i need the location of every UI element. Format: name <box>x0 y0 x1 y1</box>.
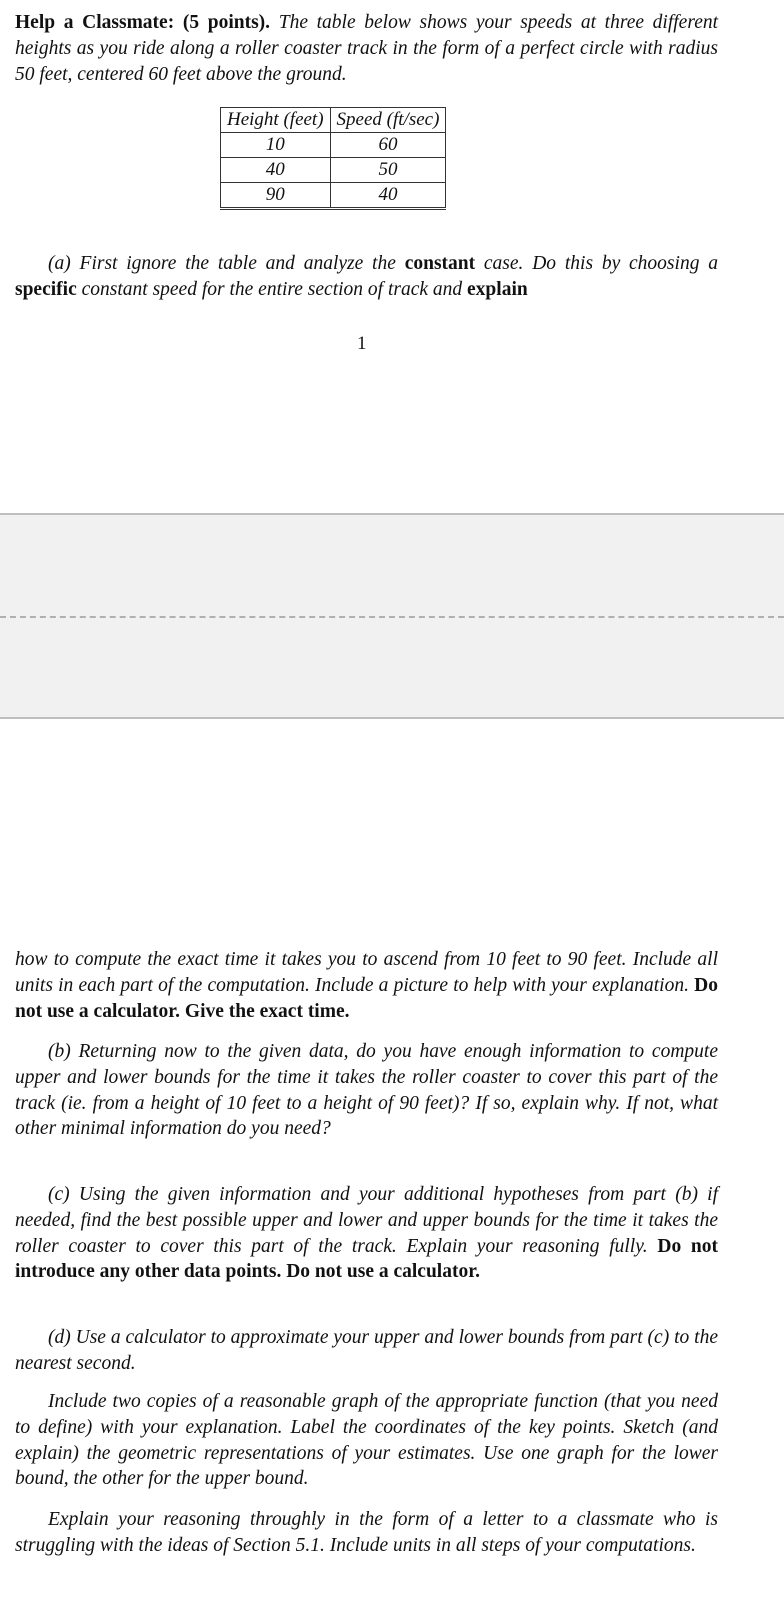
part-a-bold: specific <box>15 278 77 300</box>
table-row <box>221 158 446 183</box>
graph-instructions: Include two copies of a reasonable graph of the appropriate function (that you need to define) with your explanation. Label the coordinates of the key points. Sketch (and explain) the geometric representations of your estimates. Use one graph for the lower bound, the other for the upper bound. <box>15 1391 718 1490</box>
page-break-divider <box>0 616 784 618</box>
part-d: (d) Use a calculator to approximate your upper and lower bounds from part (c) to the nearest second. <box>15 1327 718 1374</box>
header-height: Height (feet) <box>221 108 331 133</box>
problem-title: Help a Classmate: (5 points). <box>15 12 271 33</box>
intro-paragraph <box>15 10 718 87</box>
table-row <box>221 183 446 209</box>
cell-speed: 50 <box>330 158 446 183</box>
table-header-row <box>221 108 446 133</box>
page-number: 1 <box>357 333 367 354</box>
table-row <box>221 133 446 158</box>
header-speed: Speed (ft/sec) <box>330 108 446 133</box>
part-a-start <box>15 251 718 303</box>
cell-speed: 60 <box>330 133 446 158</box>
part-a-text: (a) First ignore the table and analyze the <box>48 253 405 274</box>
letter-instructions: Explain your reasoning throughly in the form of a letter to a classmate who is struggling with the ideas of Section 5.1. Include units in all steps of your computations. <box>15 1509 718 1556</box>
speed-table <box>220 107 446 210</box>
cell-height: 90 <box>221 183 331 209</box>
part-a-bold: explain <box>467 278 528 300</box>
cell-height: 10 <box>221 133 331 158</box>
part-b: (b) Returning now to the given data, do you have enough information to compute upper and lower bounds for the time it takes the roller coaster to cover this part of the track (ie. from a height of 10 feet to a height of 90 feet)? If so, explain why. If not, what other minimal information do you need? <box>15 1041 718 1140</box>
page-break-gap <box>0 513 784 719</box>
part-c-text: (c) Using the given information and your additional hypotheses from part (b) if needed, find the best possible upper and lower and upper bounds for the time it takes the roller coaster to cover this part of the track. Explain your reasoning fully. <box>15 1184 718 1257</box>
part-c <box>15 1182 718 1285</box>
cell-height: 40 <box>221 158 331 183</box>
cell-speed: 40 <box>330 183 446 209</box>
part-a-text: how to compute the exact time it takes you to ascend from 10 feet to 90 feet. Include all units in each part of the computation. Include a picture to help with your explanation. <box>15 949 718 996</box>
part-a-text: constant speed for the entire section of track and <box>76 278 468 300</box>
part-a-text: case. Do this by choosing a <box>475 253 718 274</box>
part-a-continued <box>15 947 718 1024</box>
part-a-bold: Do not use a calculator. Give the exact time. <box>15 974 718 1022</box>
part-c-bold: Do not introduce any other data points. Do not use a calculator. <box>15 1235 719 1283</box>
intro-text: The table below shows your speeds at three different heights as you ride along a roller coaster track in the form of a perfect circle with radius 50 feet, centered 60 feet above the ground. <box>15 12 719 85</box>
part-a-bold: constant <box>404 253 476 274</box>
